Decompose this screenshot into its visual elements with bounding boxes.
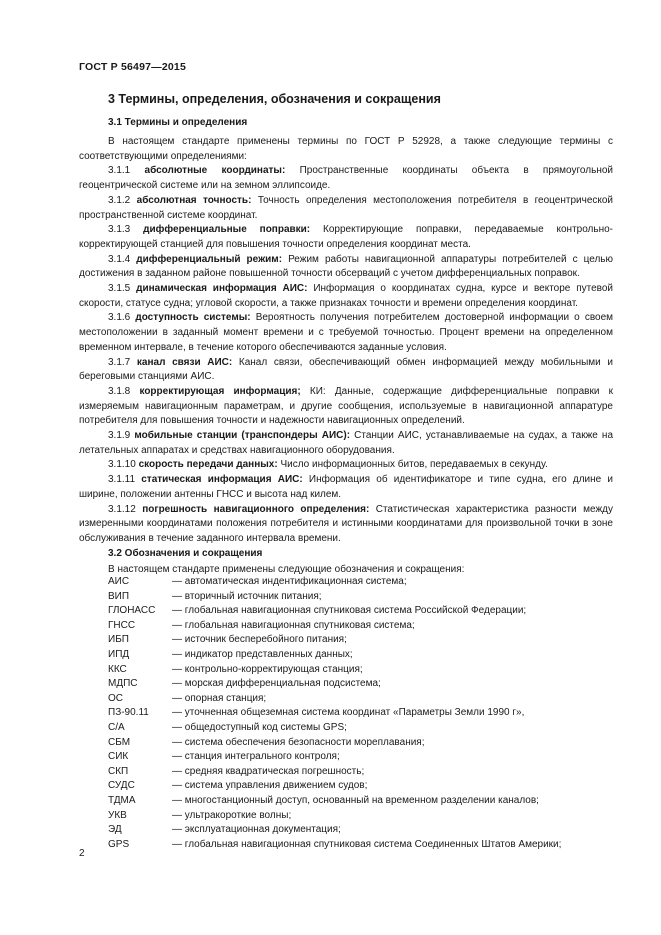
abbr-row [108, 838, 561, 853]
term-entry [79, 356, 613, 385]
page-number: 2 [79, 848, 85, 859]
abbr-row [108, 765, 561, 780]
abbr-definition: — контрольно-корректирующая станция; [172, 663, 363, 675]
abbr-row [108, 736, 561, 751]
abbr-definition: — глобальная навигационная спутниковая система Соединенных Штатов Америки; [172, 838, 562, 850]
term-name: дифференциальный режим: [136, 253, 283, 265]
abbr-definition: — опорная станция; [172, 692, 267, 704]
abbr-definition: — ультракороткие волны; [172, 809, 292, 821]
abbr-definition: — индикатор представленных данных; [172, 648, 353, 660]
term-definition: Информация о координатах судна, курсе и векторе путевой скорости, статусе судна; угловой скорости, а также признаках точности и времени определения координат. [79, 283, 613, 309]
term-definition: Информация об идентификаторе и типе судна, его длине и ширине, положении антенны ГНСС и высота над килем. [79, 474, 613, 500]
abbr-definition: — вторичный источник питания; [172, 590, 322, 602]
term-name: корректирующая информация; [139, 385, 301, 397]
abbr-row [108, 677, 561, 692]
abbr-row [108, 648, 561, 663]
term-definition: Станции АИС, устанавливаемые на судах, а также на летательных аппаратах и средствах навигационного оборудования. [79, 430, 614, 456]
abbr-term: ИБП [108, 634, 129, 646]
term-entry [79, 194, 613, 223]
abbr-row [108, 779, 561, 794]
subsection-title-abbr: 3.2 Обозначения и сокращения [108, 548, 263, 559]
term-number: 3.1.4 [108, 253, 131, 265]
abbr-definition: — система управления движением судов; [172, 780, 368, 792]
abbr-term: GPS [108, 838, 130, 850]
abbr-definition: — система обеспечения безопасности мореплавания; [172, 736, 425, 748]
term-definition: Статистическая характеристика разности между измеренными координатами положения потребителя и истинными координатами для произвольной точки в зоне обслуживания в течение заданного интервала времени. [79, 503, 614, 544]
term-number: 3.1.9 [108, 430, 131, 442]
abbr-definition: — средняя квадратическая погрешность; [172, 765, 365, 777]
abbr-definition: — многостанционный доступ, основанный на временном разделении каналов; [172, 794, 539, 806]
abbr-definition: — автоматическая индентификационная система; [172, 576, 407, 587]
abbr-row [108, 590, 561, 605]
abbr-term: ОС [108, 692, 123, 704]
term-definition: Вероятность получения потребителем достоверной информации о своем местоположении в заданный момент времени и с требуемой точностью. Процент времени на определенном временном интервале, в течение которого обеспечиваются заданные условия. [79, 312, 614, 353]
terms-body [79, 135, 613, 547]
abbr-definition: — станция интегрального контроля; [172, 751, 340, 763]
abbr-term: ГЛОНАСС [108, 605, 156, 617]
abbr-row [108, 575, 561, 590]
abbr-term: СУДС [108, 780, 135, 792]
term-definition: Точность определения местоположения потребителя в геоцентрической пространственной системе координат. [79, 194, 614, 221]
abbr-list [108, 575, 561, 852]
term-name: дифференциальные поправки: [143, 224, 311, 236]
abbr-definition: — общедоступный код системы GPS; [172, 721, 347, 733]
abbr-row [108, 619, 561, 634]
abbr-row [108, 604, 561, 619]
term-name: доступность системы: [135, 312, 251, 324]
document-code: ГОСТ Р 56497—2015 [79, 61, 187, 73]
term-definition: Канал связи, обеспечивающий обмен информацией между мобильными и береговыми станциями АИС. [79, 356, 613, 383]
term-number: 3.1.11 [108, 474, 136, 486]
abbr-definition: — глобальная навигационная спутниковая система Российской Федерации; [172, 605, 527, 617]
term-name: погрешность навигационного определения: [142, 503, 370, 515]
term-entry [79, 458, 613, 473]
abbr-term: ТДМА [108, 794, 136, 806]
abbr-term: ПЗ-90.11 [108, 707, 149, 719]
abbr-term: МДПС [108, 678, 138, 690]
abbr-row [108, 823, 561, 838]
section-title: 3 Термины, определения, обозначения и сокращения [108, 92, 441, 106]
term-entry [79, 311, 613, 355]
term-definition: КИ: Данные, содержащие дифференциальные поправки к измеряемым навигационным параметрам, и другие сообщения, используемые в навигационной аппаратуре потребителя для повышения точности и надежности навигационных определений. [79, 385, 613, 427]
term-name: динамическая информация АИС: [136, 283, 308, 295]
abbr-definition: — морская дифференциальная подсистема; [172, 678, 381, 690]
abbr-definition: — эксплуатационная документация; [172, 824, 341, 836]
term-name: абсолютная точность: [136, 194, 252, 206]
abbr-term: СИК [108, 751, 129, 763]
term-definition: Число информационных битов, передаваемых в секунду. [280, 459, 548, 471]
abbr-row [108, 721, 561, 736]
terms-intro: В настоящем стандарте применены термины по ГОСТ Р 52928, а также следующие термины с соответствующими определениями: [79, 136, 613, 162]
abbr-term: АИС [108, 576, 130, 587]
abbr-row [108, 663, 561, 678]
term-number: 3.1.8 [108, 385, 131, 397]
abbr-term: ВИП [108, 590, 130, 602]
subsection-title-terms: 3.1 Термины и определения [108, 117, 248, 128]
abbr-term: ИПД [108, 648, 130, 660]
abbr-term: СКП [108, 765, 129, 777]
term-number: 3.1.6 [108, 312, 131, 324]
abbr-definition: — источник бесперебойного питания; [172, 634, 347, 646]
term-definition: Режим работы навигационной аппаратуры потребителей с целью достижения в заданном районе повышенной точности обсерваций с учетом дифференциальных поправок. [79, 253, 614, 280]
term-number: 3.1.10 [108, 459, 136, 471]
term-name: статическая информация АИС: [141, 474, 303, 486]
term-entry [79, 503, 613, 547]
term-entry [79, 473, 613, 502]
term-number: 3.1.2 [108, 194, 131, 206]
abbr-row [108, 633, 561, 648]
terms-list [79, 164, 613, 546]
term-number: 3.1.3 [108, 224, 131, 236]
abbr-definition: — глобальная навигационная спутниковая система; [172, 619, 415, 631]
abbr-definition: — уточненная общеземная система координат «Параметры Земли 1990 г», [172, 707, 525, 719]
abbr-term: ЭД [108, 824, 122, 836]
term-entry [79, 429, 613, 458]
abbr-row [108, 692, 561, 707]
term-name: абсолютные координаты: [144, 165, 286, 177]
abbr-row [108, 794, 561, 809]
term-number: 3.1.7 [108, 356, 131, 368]
abbr-row [108, 809, 561, 824]
abbr-term: УКВ [108, 809, 127, 821]
term-entry [79, 164, 613, 193]
term-entry [79, 385, 613, 429]
abbr-row [108, 706, 561, 721]
abbr-term: ГНСС [108, 619, 136, 631]
term-name: мобильные станции (транспондеры АИС): [134, 430, 351, 442]
abbr-term: ККС [108, 663, 127, 675]
term-number: 3.1.1 [108, 165, 131, 177]
abbr-term: СБМ [108, 736, 131, 748]
abbr-intro: В настоящем стандарте применены следующие обозначения и сокращения: [108, 564, 465, 575]
term-name: канал связи АИС: [136, 356, 233, 368]
term-entry [79, 223, 613, 252]
term-entry [79, 253, 613, 282]
term-definition: Пространственные координаты объекта в прямоугольной геоцентрической системе или на земном эллипсоиде. [79, 165, 613, 192]
term-definition: Корректирующие поправки, передаваемые контрольно-корректирующей станцией для повышения точности определения координат места. [79, 224, 614, 250]
term-number: 3.1.12 [108, 503, 136, 515]
abbr-term: С/А [108, 721, 125, 733]
abbr-row [108, 750, 561, 765]
term-name: скорость передачи данных: [138, 459, 278, 471]
term-number: 3.1.5 [108, 283, 131, 295]
term-entry [79, 282, 613, 311]
